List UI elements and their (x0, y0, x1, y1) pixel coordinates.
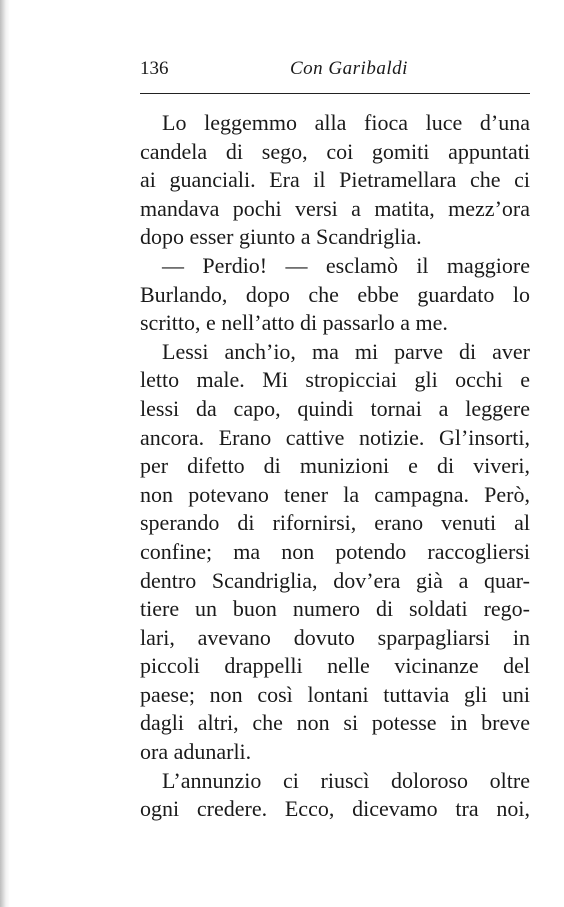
page-header (140, 58, 530, 86)
text-line: ancora. Erano cattive notizie. Gl’insorti, (140, 424, 530, 450)
header-rule (140, 93, 530, 94)
text-line: dentro Scandriglia, dov’era già a quar- (140, 567, 530, 593)
text-line: Lessi anch’io, ma mi parve di aver (162, 338, 530, 364)
text-line: ogni credere. Ecco, dicevamo tra noi, (140, 796, 530, 822)
text-line: Lo leggemmo alla fioca luce d’una (162, 110, 530, 135)
text-line: lessi da capo, quindi tornai a leggere (140, 395, 530, 421)
text-line: letto male. Mi stropicciai gli occhi e (140, 367, 530, 393)
text-line: L’annunzio ci riuscì doloroso oltre (162, 767, 530, 793)
text-line: non potevano tener la campagna. Però, (140, 481, 530, 507)
text-line: dopo esser giunto a Scandriglia. (140, 224, 422, 250)
text-line: paese; non così lontani tuttavia gli uni (140, 681, 530, 707)
text-line: sperando di rifornirsi, erano venuti al (140, 510, 530, 536)
running-title: Con Garibaldi (290, 58, 408, 79)
text-line: confine; ma non potendo raccogliersi (140, 538, 530, 564)
text-line: per difetto di munizioni e di viveri, (140, 453, 530, 479)
text-line: dagli altri, che non si potesse in breve (140, 710, 530, 736)
text-line: scritto, e nell’atto di passarlo a me. (140, 310, 448, 336)
text-line: lari, avevano dovuto sparpagliarsi in (140, 624, 530, 650)
text-line: piccoli drappelli nelle vicinanze del (140, 653, 530, 679)
text-line: ai guanciali. Era il Pietramellara che ci (140, 167, 530, 193)
page-gutter-shadow (0, 0, 10, 907)
text-line: mandava pochi versi a matita, mezz’ora (140, 195, 530, 221)
page-number: 136 (140, 58, 169, 79)
text-line: Burlando, dopo che ebbe guardato lo (140, 281, 530, 307)
text-line: — Perdio! — esclamò il maggiore (162, 252, 530, 278)
text-line: ora adunarli. (140, 739, 252, 765)
body-text (140, 109, 530, 824)
text-line: candela di sego, coi gomiti appuntati (140, 138, 530, 164)
text-line: tiere un buon numero di soldati rego- (140, 596, 530, 622)
